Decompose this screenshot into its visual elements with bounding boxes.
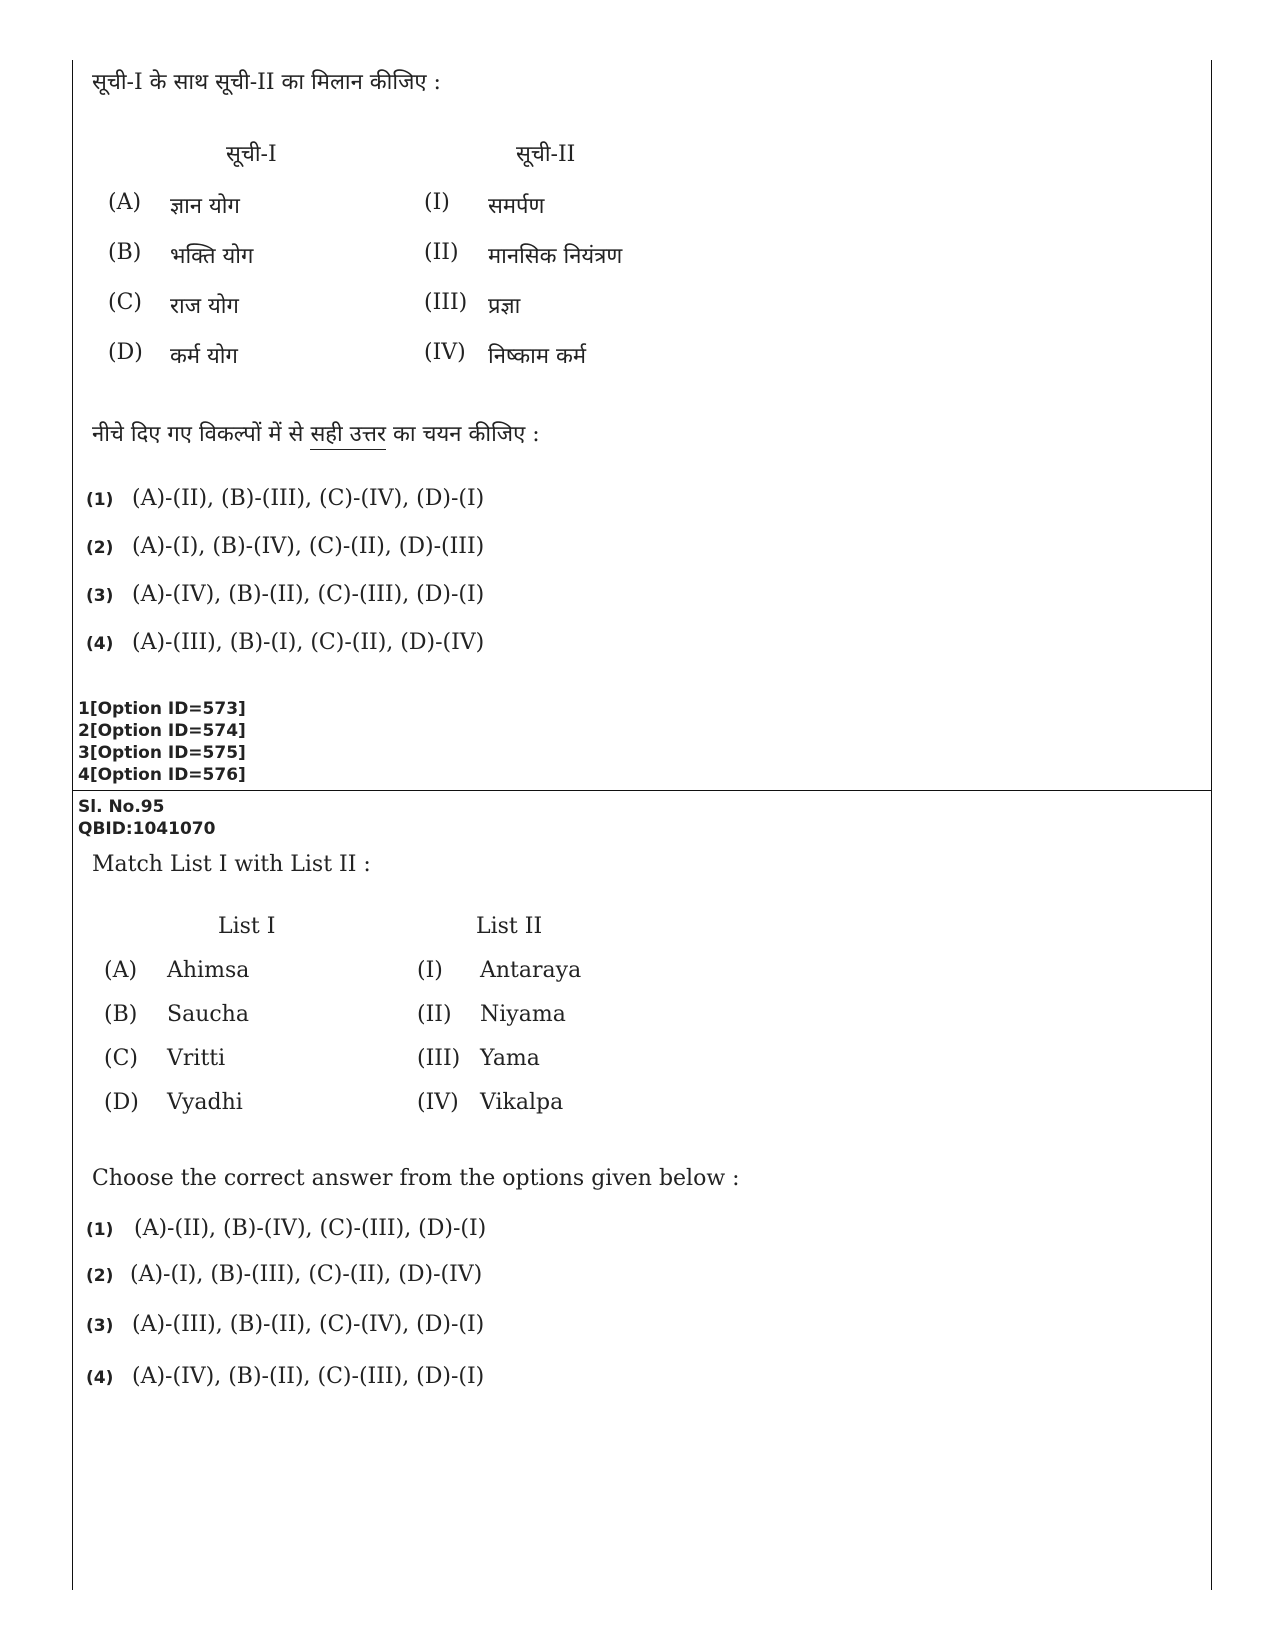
list1-label: (A) <box>104 958 138 983</box>
option-id: 2[Option ID=574] <box>78 721 246 741</box>
instruction-underlined-text: सही उत्तर <box>310 422 386 450</box>
list2-item: मानसिक नियंत्रण <box>488 244 623 269</box>
instruction-text: का चयन कीजिए : <box>392 422 540 447</box>
option-id: 4[Option ID=576] <box>78 765 246 785</box>
question-prompt: सूची-I के साथ सूची-II का मिलान कीजिए : <box>92 70 441 95</box>
option-number: (3) <box>86 586 114 606</box>
page-frame-left <box>72 60 73 1590</box>
list2-item: निष्काम कर्म <box>488 344 587 369</box>
list2-label: (II) <box>417 1002 452 1027</box>
question-prompt: Match List I with List II : <box>92 852 371 877</box>
list2-label: (IV) <box>424 340 466 365</box>
option-id: 3[Option ID=575] <box>78 743 246 763</box>
option-text: (A)-(I), (B)-(IV), (C)-(II), (D)-(III) <box>132 534 485 559</box>
page-frame-right <box>1211 60 1212 1590</box>
list2-label: (IV) <box>417 1090 459 1115</box>
option-text: (A)-(IV), (B)-(II), (C)-(III), (D)-(I) <box>132 1364 485 1389</box>
qbid: QBID:1041070 <box>78 819 216 839</box>
option-number: (2) <box>86 538 114 558</box>
list1-label: (D) <box>104 1090 139 1115</box>
list1-item: Saucha <box>167 1002 249 1027</box>
list2-header: List II <box>476 914 543 939</box>
question-meta <box>78 796 215 840</box>
list1-label: (B) <box>104 1002 138 1027</box>
list1-label: (C) <box>108 290 142 315</box>
list1-item: ज्ञान योग <box>170 194 240 219</box>
list2-item: Niyama <box>480 1002 566 1027</box>
answer-instruction <box>92 418 540 448</box>
list2-label: (III) <box>424 290 468 315</box>
list2-item: समर्पण <box>488 194 545 219</box>
option-text: (A)-(IV), (B)-(II), (C)-(III), (D)-(I) <box>132 582 485 607</box>
instruction-text: नीचे दिए गए विकल्पों में से <box>92 422 304 447</box>
option-text: (A)-(II), (B)-(IV), (C)-(III), (D)-(I) <box>134 1216 487 1241</box>
list1-header: सूची-I <box>226 142 277 167</box>
list1-item: Ahimsa <box>167 958 250 983</box>
list1-item: राज योग <box>170 294 239 319</box>
list1-item: कर्म योग <box>170 344 238 369</box>
list2-header: सूची-II <box>516 142 576 167</box>
list1-item: भक्ति योग <box>170 244 254 269</box>
serial-number: Sl. No.95 <box>78 797 165 817</box>
answer-instruction: Choose the correct answer from the options given below : <box>92 1166 740 1191</box>
list2-item: Yama <box>480 1046 540 1071</box>
list2-label: (I) <box>417 958 443 983</box>
option-id: 1[Option ID=573] <box>78 699 246 719</box>
option-text: (A)-(II), (B)-(III), (C)-(IV), (D)-(I) <box>132 486 485 511</box>
list2-item: Antaraya <box>480 958 582 983</box>
list1-label: (A) <box>108 190 142 215</box>
list2-item: प्रज्ञा <box>488 294 521 319</box>
option-number: (2) <box>86 1266 114 1286</box>
option-number: (3) <box>86 1316 114 1336</box>
option-id-list <box>78 698 246 786</box>
list2-label: (I) <box>424 190 450 215</box>
option-text: (A)-(III), (B)-(I), (C)-(II), (D)-(IV) <box>132 630 485 655</box>
option-number: (1) <box>86 490 114 510</box>
list2-item: Vikalpa <box>480 1090 564 1115</box>
list1-label: (D) <box>108 340 143 365</box>
list1-item: Vyadhi <box>167 1090 243 1115</box>
option-text: (A)-(I), (B)-(III), (C)-(II), (D)-(IV) <box>130 1262 483 1287</box>
list2-label: (III) <box>417 1046 461 1071</box>
list2-label: (II) <box>424 240 459 265</box>
list1-header: List I <box>218 914 276 939</box>
list1-label: (C) <box>104 1046 138 1071</box>
option-text: (A)-(III), (B)-(II), (C)-(IV), (D)-(I) <box>132 1312 485 1337</box>
option-number: (1) <box>86 1220 114 1240</box>
list1-label: (B) <box>108 240 142 265</box>
option-number: (4) <box>86 634 114 654</box>
question-divider <box>72 790 1212 791</box>
list1-item: Vritti <box>167 1046 226 1071</box>
option-number: (4) <box>86 1368 114 1388</box>
